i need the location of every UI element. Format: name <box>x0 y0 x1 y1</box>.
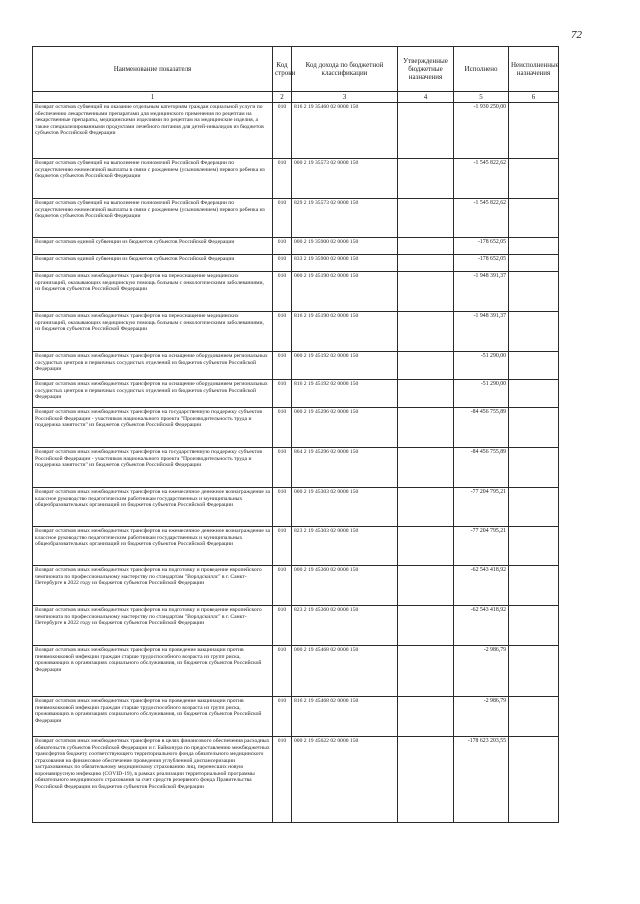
row-unexecuted-cell <box>509 448 559 488</box>
row-executed-cell: -51 290,00 <box>454 380 509 408</box>
row-executed-cell: -84 456 755,89 <box>454 408 509 448</box>
table-row <box>33 272 559 312</box>
row-income-code-cell: 816 2 19 45190 02 0000 150 <box>292 312 398 352</box>
row-income-code-cell: 000 2 19 45360 02 0000 150 <box>292 566 398 606</box>
row-unexecuted-cell <box>509 159 559 199</box>
table-header-row <box>33 47 559 92</box>
row-line-code-cell: 010 <box>273 103 292 159</box>
row-line-code-cell: 010 <box>273 312 292 352</box>
row-line-code-cell: 010 <box>273 488 292 527</box>
row-approved-cell <box>398 646 454 697</box>
row-unexecuted-cell <box>509 646 559 697</box>
row-name-cell: Возврат остатков иных межбюджетных трансфертов на государственную поддержку субъектов Российской Федерации - участников национального проекта "Производительность труда и поддержка занятости" из бюджетов субъектов Российской Федерации <box>33 448 273 488</box>
row-name-cell: Возврат остатков иных межбюджетных трансфертов на переоснащение медицинских организаций, оказывающих медицинскую помощь больным с онкологическими заболеваниями, из бюджетов субъектов Российской Федерации <box>33 272 273 312</box>
table-row <box>33 646 559 697</box>
table-row <box>33 238 559 255</box>
row-approved-cell <box>398 159 454 199</box>
row-approved-cell <box>398 312 454 352</box>
row-line-code-cell: 010 <box>273 566 292 606</box>
row-income-code-cell: 823 2 19 45303 02 0000 150 <box>292 527 398 566</box>
table-row <box>33 380 559 408</box>
row-executed-cell: -178 652,05 <box>454 255 509 272</box>
table-row <box>33 352 559 380</box>
table-row <box>33 566 559 606</box>
row-line-code-cell: 010 <box>273 606 292 646</box>
row-line-code-cell: 010 <box>273 272 292 312</box>
table-row <box>33 199 559 238</box>
row-executed-cell: -51 290,00 <box>454 352 509 380</box>
row-approved-cell <box>398 606 454 646</box>
row-income-code-cell: 000 2 19 45468 02 0000 150 <box>292 646 398 697</box>
column-number: 1 <box>33 92 273 103</box>
row-name-cell: Возврат остатков иных межбюджетных трансфертов на ежемесячное денежное вознаграждение за классное руководство педагогическим работникам государственных и муниципальных общеобразовательных организаций из бюджетов субъектов Российской Федерации <box>33 527 273 566</box>
table-row <box>33 737 559 823</box>
table-row <box>33 697 559 737</box>
column-number-row <box>33 92 559 103</box>
row-approved-cell <box>398 380 454 408</box>
row-line-code-cell: 010 <box>273 448 292 488</box>
row-income-code-cell: 864 2 19 45296 02 0000 150 <box>292 448 398 488</box>
row-executed-cell: -1 948 391,37 <box>454 272 509 312</box>
row-executed-cell: -77 204 795,21 <box>454 527 509 566</box>
row-income-code-cell: 816 2 19 45468 02 0000 150 <box>292 697 398 737</box>
table-row <box>33 255 559 272</box>
row-executed-cell: -1 930 250,00 <box>454 103 509 159</box>
row-line-code-cell: 010 <box>273 255 292 272</box>
row-executed-cell: -2 986,79 <box>454 697 509 737</box>
row-executed-cell: -1 948 391,37 <box>454 312 509 352</box>
row-executed-cell: -1 545 822,62 <box>454 159 509 199</box>
row-name-cell: Возврат остатков субвенций на выполнение полномочий Российской Федерации по осуществлению ежемесячной выплаты в связи с рождением (усыновлением) первого ребенка из бюджетов субъектов Российской Федерации <box>33 159 273 199</box>
row-executed-cell: -77 204 795,21 <box>454 488 509 527</box>
row-income-code-cell: 000 2 19 45622 02 0000 150 <box>292 737 398 823</box>
table-row <box>33 159 559 199</box>
row-name-cell: Возврат остатков иных межбюджетных трансфертов на переоснащение медицинских организаций, оказывающих медицинскую помощь больным с онкологическими заболеваниями, из бюджетов субъектов Российской Федерации <box>33 312 273 352</box>
row-line-code-cell: 010 <box>273 380 292 408</box>
row-income-code-cell: 000 2 19 45296 02 0000 150 <box>292 408 398 448</box>
row-unexecuted-cell <box>509 272 559 312</box>
row-unexecuted-cell <box>509 380 559 408</box>
row-unexecuted-cell <box>509 312 559 352</box>
row-unexecuted-cell <box>509 408 559 448</box>
row-executed-cell: -1 545 822,62 <box>454 199 509 238</box>
row-name-cell: Возврат остатков иных межбюджетных трансфертов на ежемесячное денежное вознаграждение за классное руководство педагогическим работникам государственных и муниципальных общеобразовательных организаций из бюджетов субъектов Российской Федерации <box>33 488 273 527</box>
row-name-cell: Возврат остатков иных межбюджетных трансфертов на оснащение оборудованием региональных сосудистых центров и первичных сосудистых отделений из бюджетов субъектов Российской Федерации <box>33 380 273 408</box>
table-row <box>33 448 559 488</box>
row-approved-cell <box>398 448 454 488</box>
row-income-code-cell: 816 2 19 35460 02 0000 150 <box>292 103 398 159</box>
column-number: 4 <box>398 92 454 103</box>
column-number: 2 <box>273 92 292 103</box>
table-body <box>33 103 559 823</box>
row-income-code-cell: 829 2 19 35573 02 0000 150 <box>292 199 398 238</box>
row-unexecuted-cell <box>509 103 559 159</box>
row-name-cell: Возврат остатков иных межбюджетных трансфертов на государственную поддержку субъектов Российской Федерации - участников национального проекта "Производительность труда и поддержка занятости" из бюджетов субъектов Российской Федерации <box>33 408 273 448</box>
row-approved-cell <box>398 566 454 606</box>
row-name-cell: Возврат остатков единой субвенции из бюджетов субъектов Российской Федерации <box>33 255 273 272</box>
row-approved-cell <box>398 527 454 566</box>
row-unexecuted-cell <box>509 697 559 737</box>
row-name-cell: Возврат остатков иных межбюджетных трансфертов на проведение вакцинации против пневмококковой инфекции граждан старше трудоспособного возраста из групп риска, проживающих в организациях социального обслуживания, из бюджетов субъектов Российской Федерации <box>33 646 273 697</box>
row-name-cell: Возврат остатков иных межбюджетных трансфертов в целях финансового обеспечения расходных обязательств субъектов Российской Федерации и г. Байконура по предоставлению межбюджетных трансфертов бюджету соответствующего территориального фонда обязательного медицинского страхования на финансовое обеспечение проведения углубленной диспансеризации застрахованных по обязательному медицинскому страхованию лиц, перенесших новую коронавирусную инфекцию (COVID-19), в рамках реализации территориальной программы обязательного медицинского страхования за счет средств резервного фонда Правительства Российской Федерации из бюджетов субъектов Российской Федерации <box>33 737 273 823</box>
row-executed-cell: -62 543 418,92 <box>454 606 509 646</box>
row-line-code-cell: 010 <box>273 199 292 238</box>
row-name-cell: Возврат остатков иных межбюджетных трансфертов на подготовку и проведение европейского чемпионата по профессиональному мастерству по стандартам "Ворлдскиллс" в г. Санкт-Петербурге в 2022 году из бюджетов субъектов Российской Федерации <box>33 606 273 646</box>
row-approved-cell <box>398 103 454 159</box>
row-approved-cell <box>398 737 454 823</box>
table-row <box>33 312 559 352</box>
row-approved-cell <box>398 408 454 448</box>
row-approved-cell <box>398 488 454 527</box>
row-income-code-cell: 816 2 19 45192 02 0000 150 <box>292 380 398 408</box>
row-approved-cell <box>398 199 454 238</box>
table-row <box>33 103 559 159</box>
row-name-cell: Возврат остатков иных межбюджетных трансфертов на проведение вакцинации против пневмококковой инфекции граждан старше трудоспособного возраста из групп риска, проживающих в организациях социального обслуживания, из бюджетов субъектов Российской Федерации <box>33 697 273 737</box>
row-line-code-cell: 010 <box>273 408 292 448</box>
row-line-code-cell: 010 <box>273 646 292 697</box>
row-approved-cell <box>398 352 454 380</box>
row-approved-cell <box>398 272 454 312</box>
row-unexecuted-cell <box>509 606 559 646</box>
budget-execution-table <box>32 46 559 823</box>
row-executed-cell: -178 623 203,55 <box>454 737 509 823</box>
row-unexecuted-cell <box>509 352 559 380</box>
row-unexecuted-cell <box>509 527 559 566</box>
column-header-executed: Исполнено <box>454 47 509 92</box>
row-approved-cell <box>398 238 454 255</box>
row-income-code-cell: 833 2 19 35900 02 0000 150 <box>292 255 398 272</box>
column-header-unexecuted: Неисполненные назначения <box>509 47 559 92</box>
row-executed-cell: -84 456 755,89 <box>454 448 509 488</box>
row-income-code-cell: 000 2 19 45192 02 0000 150 <box>292 352 398 380</box>
row-name-cell: Возврат остатков иных межбюджетных трансфертов на подготовку и проведение европейского чемпионата по профессиональному мастерству по стандартам "Ворлдскиллс" в г. Санкт-Петербурге в 2022 году из бюджетов субъектов Российской Федерации <box>33 566 273 606</box>
row-unexecuted-cell <box>509 255 559 272</box>
row-income-code-cell: 000 2 19 35573 02 0000 150 <box>292 159 398 199</box>
table-row <box>33 408 559 448</box>
row-line-code-cell: 010 <box>273 159 292 199</box>
row-line-code-cell: 010 <box>273 238 292 255</box>
row-line-code-cell: 010 <box>273 352 292 380</box>
table-row <box>33 527 559 566</box>
row-executed-cell: -178 652,05 <box>454 238 509 255</box>
column-number: 3 <box>292 92 398 103</box>
row-line-code-cell: 010 <box>273 737 292 823</box>
row-income-code-cell: 000 2 19 35900 02 0000 150 <box>292 238 398 255</box>
row-unexecuted-cell <box>509 488 559 527</box>
row-unexecuted-cell <box>509 566 559 606</box>
column-header-name: Наименование показателя <box>33 47 273 92</box>
row-name-cell: Возврат остатков субвенций на оказание отдельным категориям граждан социальной услуги по обеспечению лекарственными препаратами для медицинского применения по рецептам на лекарственные препараты, медицинскими изделиями по рецептам на медицинские изделия, а также специализированными продуктами лечебного питания для детей-инвалидов из бюджетов субъектов Российской Федерации <box>33 103 273 159</box>
row-line-code-cell: 010 <box>273 697 292 737</box>
row-unexecuted-cell <box>509 737 559 823</box>
column-header-income-code: Код дохода по бюджетной классификации <box>292 47 398 92</box>
table-row <box>33 488 559 527</box>
row-name-cell: Возврат остатков субвенций на выполнение полномочий Российской Федерации по осуществлению ежемесячной выплаты в связи с рождением (усыновлением) первого ребенка из бюджетов субъектов Российской Федерации <box>33 199 273 238</box>
row-income-code-cell: 000 2 19 45303 02 0000 150 <box>292 488 398 527</box>
column-number: 6 <box>509 92 559 103</box>
row-approved-cell <box>398 255 454 272</box>
table-row <box>33 606 559 646</box>
column-header-line-code: Код строки <box>273 47 292 92</box>
row-income-code-cell: 000 2 19 45190 02 0000 150 <box>292 272 398 312</box>
row-approved-cell <box>398 697 454 737</box>
row-executed-cell: -62 543 418,92 <box>454 566 509 606</box>
row-name-cell: Возврат остатков иных межбюджетных трансфертов на оснащение оборудованием региональных сосудистых центров и первичных сосудистых отделений из бюджетов субъектов Российской Федерации <box>33 352 273 380</box>
column-number: 5 <box>454 92 509 103</box>
row-unexecuted-cell <box>509 238 559 255</box>
row-unexecuted-cell <box>509 199 559 238</box>
row-line-code-cell: 010 <box>273 527 292 566</box>
row-executed-cell: -2 986,79 <box>454 646 509 697</box>
row-income-code-cell: 823 2 19 45360 02 0000 150 <box>292 606 398 646</box>
page-number: 72 <box>571 29 582 41</box>
column-header-approved: Утвержденные бюджетные назначения <box>398 47 454 92</box>
row-name-cell: Возврат остатков единой субвенции из бюджетов субъектов Российской Федерации <box>33 238 273 255</box>
